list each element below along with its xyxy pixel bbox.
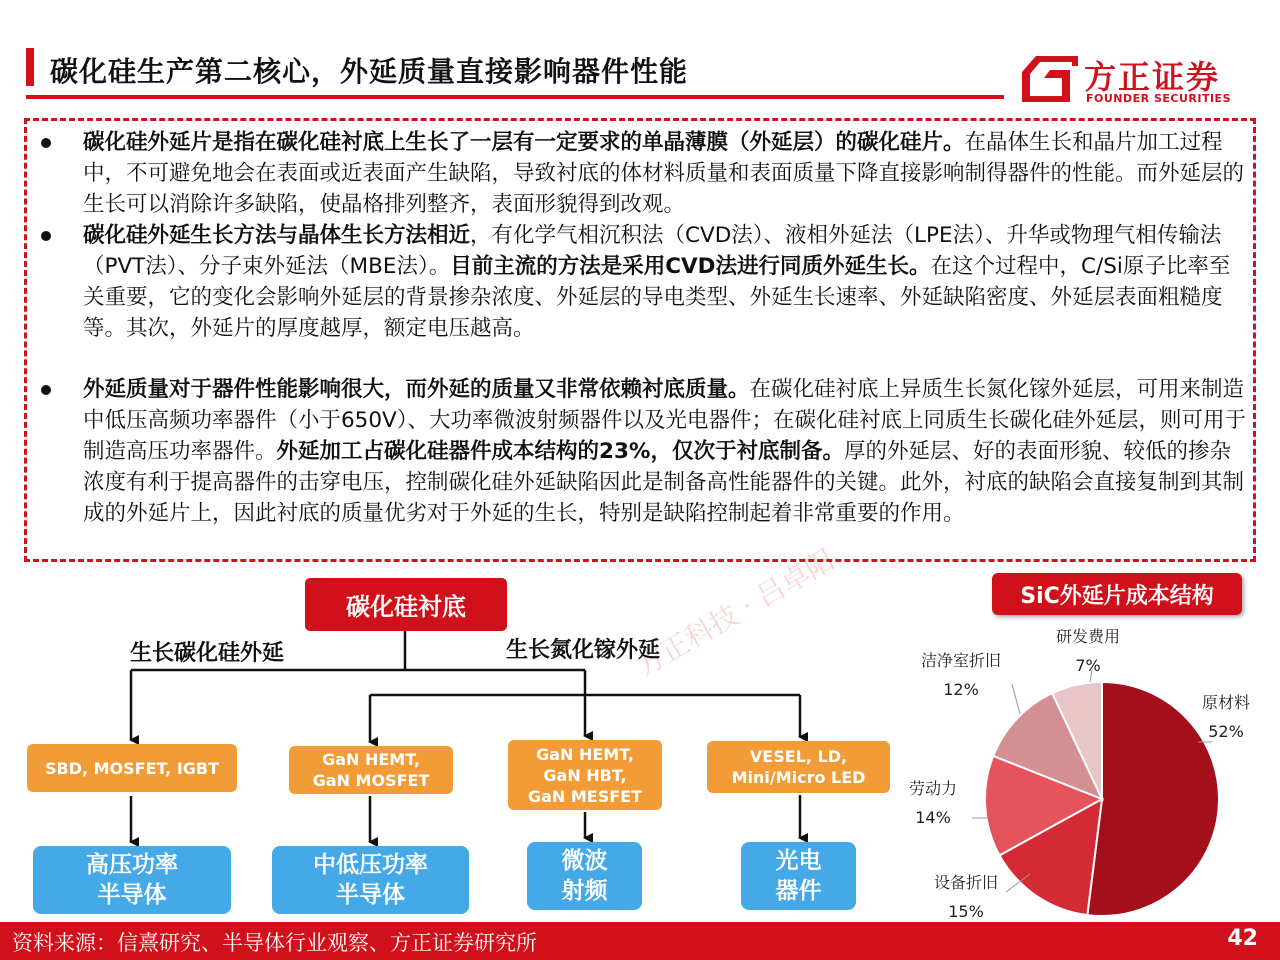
device-node-gan-rf: GaN HEMT, GaN HBT, GaN MESFET <box>508 740 662 810</box>
bullet-3-bold-b: 外延加工占碳化硅器件成本结构的23%，仅次于衬底制备。 <box>276 439 844 464</box>
bullet-3-text-a: 在碳化硅衬底上异质生长氮化镓外延层，可用来制造中低压高频功率器件（小于650V）、大功率微波射频器件以及光电器件；在碳化硅衬底上同质生长碳化硅外延层，则可用于制造高压功率器件。 <box>83 377 1247 464</box>
bullet-2-bold-b: 目前主流的方法是采用CVD法进行同质外延生长。 <box>450 254 931 279</box>
pie-label-cleanroom-depreciation: 洁净室折旧 12% <box>921 651 1002 699</box>
branch-label-gan: 生长氮化镓外延 <box>506 638 661 663</box>
footer-bar <box>0 922 1280 960</box>
pie-chart-title: SiC外延片成本结构 <box>992 573 1242 615</box>
bullet-1-text: 在晶体生长和晶片加工过程中，不可避免地会在表面或近表面产生缺陷，导致衬底的体材料质量和表面质量下降直接影响制得器件的性能。而外延层的生长可以消除许多缺陷，使晶格排列整齐，表面形貌得到改观。 <box>83 130 1245 217</box>
bullet-3-bold-a: 外延质量对于器件性能影响很大，而外延的质量又非常依赖衬底质量。 <box>83 377 750 402</box>
device-node-gan-power: GaN HEMT, GaN MOSFET <box>289 746 453 794</box>
bullet-2-text-a: ，有化学气相沉积法（CVD法）、液相外延法（LPE法）、升华或物理气相传输法（PVT法）、分子束外延法（MBE法）。 <box>83 223 1222 279</box>
page-number: 42 <box>1227 926 1258 951</box>
watermark: 方正科技 · 吕卓阳 <box>630 542 840 683</box>
pie-label-rnd: 研发费用 7% <box>1056 627 1121 675</box>
diagram-root-node: 碳化硅衬底 <box>305 578 507 631</box>
logo-chinese-name: 方正证券 <box>1084 58 1221 96</box>
footer-source: 资料来源：信熹研究、半导体行业观察、方正证券研究所 <box>12 931 537 955</box>
application-node-optoelectronic: 光电 器件 <box>741 842 856 910</box>
application-node-high-voltage: 高压功率 半导体 <box>33 846 231 914</box>
device-node-optoelectronic: VESEL, LD, Mini/Micro LED <box>707 741 890 793</box>
bullet-1-bold: 碳化硅外延片是指在碳化硅衬底上生长了一层有一定要求的单晶薄膜（外延层）的碳化硅片。 <box>83 130 965 155</box>
bullet-2-text-b: 在这个过程中，C/Si原子比率至关重要，它的变化会影响外延层的背景掺杂浓度、外延层的导电类型、外延生长速率、外延缺陷密度、外延层表面粗糙度等。其次，外延片的厚度越厚，额定电压越高。 <box>83 254 1231 341</box>
bullet-3-text-b: 厚的外延层、好的表面形貌、较低的掺杂浓度有利于提高器件的击穿电压，控制碳化硅外延缺陷因此是制备高性能器件的关键。此外，衬底的缺陷会直接复制到其制成的外延片上，因此衬底的质量优劣对于外延的生长，特别是缺陷控制起着非常重要的作用。 <box>83 439 1245 526</box>
application-node-rf: 微波 射频 <box>527 842 642 910</box>
application-node-mid-low-voltage: 中低压功率 半导体 <box>272 846 469 914</box>
pie-label-labor: 劳动力 14% <box>909 779 958 827</box>
logo-english-name: FOUNDER SECURITIES <box>1086 92 1231 105</box>
pie-leader-line-3 <box>1012 684 1020 714</box>
branch-label-sic: 生长碳化硅外延 <box>130 641 285 666</box>
page-title: 碳化硅生产第二核心，外延质量直接影响器件性能 <box>50 55 689 88</box>
pie-slice-0 <box>1087 682 1219 916</box>
pie-label-equipment-depreciation: 设备折旧 15% <box>934 873 999 921</box>
device-node-sic: SBD, MOSFET, IGBT <box>27 744 237 792</box>
pie-label-raw-materials: 原材料 52% <box>1202 693 1251 741</box>
bullet-2-bold-a: 碳化硅外延生长方法与晶体生长方法相近 <box>83 223 471 248</box>
